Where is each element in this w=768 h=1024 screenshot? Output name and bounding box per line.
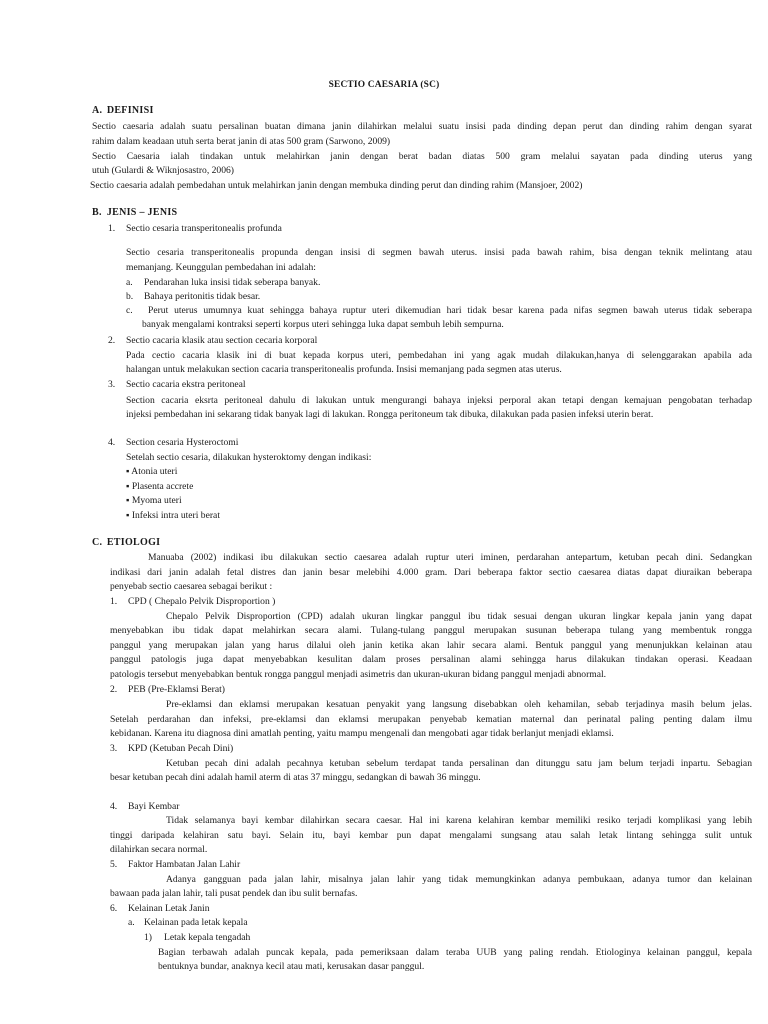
kembar-line-1: Tidak selamanya bayi kembar dilahirkan secara caesar. Hal ini karena kelahiran kembar memiliki resiko terjadi komplikasi yang lebih	[166, 815, 752, 826]
etiologi-2-number: 2.	[110, 684, 118, 695]
cpd-line-4: panggul patologis juga dapat menyebabkan kesulitan dalam proses persalinan alami sehingga harus dilakukan tindakan operasi. Keadaan	[110, 654, 752, 665]
etiologi-intro-2: indikasi dari janin adalah fetal distres dan janin besar melebihi 4.000 gram. Dari beberapa faktor sectio caesarea diatas dapat diuraikan beberapa	[110, 567, 752, 578]
jenis-2-title: Sectio cacaria klasik atau section cecaria korporal	[126, 335, 318, 346]
jenis-1-a-text: Pendarahan luka insisi tidak seberapa banyak.	[144, 277, 321, 288]
indikasi-text-4: Infeksi intra uteri berat	[131, 510, 220, 521]
letak-a-text: Kelainan pada letak kepala	[144, 917, 248, 928]
jenis-2-para-2: halangan untuk melakukan section cacaria transperitonealis profunda. Insisi memanjang pada segmen atas uterus.	[126, 364, 562, 375]
jenis-1-c-line-2: banyak mengalami kontraksi seperti korpus uteri sehingga luka dapat sembuh lebih sempurna.	[142, 319, 504, 330]
jenis-3-para-1: Section cacaria eksrta peritoneal dahulu di lakukan untuk mengurangi bahaya injeksi perporal akan tetapi dengan kemajuan pengobatan terhadap	[126, 395, 752, 406]
section-c-heading	[92, 536, 160, 550]
jenis-3-number: 3.	[108, 379, 116, 390]
etiologi-2-title: PEB (Pre-Eklamsi Berat)	[128, 684, 225, 695]
etiologi-1-title: CPD ( Chepalo Pelvik Disproportion )	[128, 596, 276, 607]
section-a-title: DEFINISI	[106, 105, 154, 116]
indikasi-text-2: Plasenta accrete	[131, 481, 194, 492]
jenis-1-title: Sectio cesaria transperitonealis profunda	[126, 223, 282, 234]
definisi-line-1: Sectio caesaria adalah suatu persalinan buatan dimana janin dilahirkan melalui suatu insisi pada dinding depan perut dan dinding rahim dengan syarat	[92, 121, 752, 132]
bullet-icon: ▪	[126, 495, 130, 506]
definisi-line-4: utuh (Gulardi & Wiknjosastro, 2006)	[92, 165, 234, 176]
etiologi-intro-1: Manuaba (2002) indikasi ibu dilakukan sectio caesarea adalah ruptur uteri iminen, perdarahan antepartum, ketuban pecah dini. Sedangkan	[148, 552, 752, 563]
etiologi-3-number: 3.	[110, 743, 118, 754]
etiologi-5-number: 5.	[110, 859, 118, 870]
hambatan-line-1: Adanya gangguan pada jalan lahir, misalnya jalan lahir yang tidak memungkinkan adanya pembukaan, adanya tumor dan kelainan	[166, 874, 752, 885]
etiologi-6-title: Kelainan Letak Janin	[128, 903, 210, 914]
jenis-1-para-2: memanjang. Keunggulan pembedahan ini adalah:	[126, 262, 316, 273]
jenis-1-c-line-1: Perut uterus umumnya kuat sehingga bahaya ruptur uteri dikemudian hari tidak besar karena pada nifas segmen bawah uterus tidak seberapa	[148, 305, 752, 316]
jenis-1-a-marker: a.	[126, 277, 133, 288]
letak-sub-1-marker: 1)	[144, 932, 152, 943]
jenis-1-c-marker: c.	[126, 305, 133, 316]
definisi-line-5: Sectio caesaria adalah pembedahan untuk melahirkan janin dengan membuka dinding perut dan dinding rahim (Mansjoer, 2002)	[90, 180, 583, 191]
jenis-4-intro: Setelah sectio cesaria, dilakukan hysteroktomy dengan indikasi:	[126, 452, 372, 463]
jenis-1-number: 1.	[108, 223, 116, 234]
tengadah-line-1: Bagian terbawah adalah puncak kepala, pada pemeriksaan dalam teraba UUB yang paling rendah. Etiologinya kelainan panggul, kepala	[158, 947, 752, 958]
definisi-line-2: rahim dalam keadaan utuh serta berat janin di atas 500 gram (Sarwono, 2009)	[92, 136, 391, 147]
indikasi-text-3: Myoma uteri	[131, 495, 182, 506]
etiologi-3-title: KPD (Ketuban Pecah Dini)	[128, 743, 234, 754]
indikasi-bullet-4	[126, 509, 220, 523]
jenis-3-para-2: injeksi pembedahan ini sekarang tidak banyak lagi di lakukan. Rongga peritoneum tak dibuka, dilakukan pada pasien infeksi uterin berat.	[126, 409, 654, 420]
document-title: SECTIO CAESARIA (SC)	[328, 80, 440, 90]
bullet-icon: ▪	[126, 466, 130, 477]
jenis-3-title: Sectio cacaria ekstra peritoneal	[126, 379, 246, 390]
jenis-2-number: 2.	[108, 335, 116, 346]
kpd-line-1: Ketuban pecah dini adalah pecahnya ketuban sebelum terdapat tanda persalinan dan ditunggu satu jam belum terjadi inpartu. Sebagian	[166, 758, 752, 769]
jenis-4-title: Section cesaria Hysteroctomi	[126, 437, 239, 448]
cpd-line-5: patologis tersebut menyebabkan bentuk rongga panggul menjadi asimetris dan ukuran-ukuran bidang panggul menjadi abnormal.	[110, 669, 607, 680]
etiologi-1-number: 1.	[110, 596, 118, 607]
peb-line-1: Pre-eklamsi dan eklamsi merupakan kesatuan penyakit yang langsung disebabkan oleh kehamilan, sebab terjadinya masih belum jelas.	[166, 699, 752, 710]
bullet-icon: ▪	[126, 510, 130, 521]
bullet-icon: ▪	[126, 481, 130, 492]
etiologi-4-title: Bayi Kembar	[128, 801, 180, 812]
definisi-line-3: Sectio Caesaria ialah tindakan untuk melahirkan janin dengan berat badan diatas 500 gram melalui sayatan pada dinding uterus yang	[92, 151, 752, 162]
section-a-number: A.	[92, 105, 103, 116]
cpd-line-3: panggul yang merupakan jalan yang harus dilalui oleh janin ketika akan lahir secara alami. Bentuk panggul yang menunjukkan kelainan atau	[110, 640, 752, 651]
etiologi-5-title: Faktor Hambatan Jalan Lahir	[128, 859, 241, 870]
kpd-line-2: besar ketuban pecah dini adalah hamil aterm di atas 37 minggu, sedangkan di bawah 36 minggu.	[110, 772, 481, 783]
indikasi-bullet-1	[126, 465, 177, 479]
kembar-line-2: tinggi daripada kelahiran satu bayi. Selain itu, bayi kembar pun dapat mengalami sungsang atau salah letak lintang sehingga sulit untuk	[110, 830, 752, 841]
etiologi-6-number: 6.	[110, 903, 118, 914]
section-a-heading	[92, 104, 154, 118]
etiologi-intro-3: penyebab sectio caesarea sebagai berikut :	[110, 581, 273, 592]
jenis-1-b-marker: b.	[126, 291, 134, 302]
indikasi-bullet-2	[126, 480, 193, 494]
etiologi-4-number: 4.	[110, 801, 118, 812]
jenis-1-para-1: Sectio cesaria transperitonealis propunda dengan insisi di segmen bawah uterus. insisi pada bawah rahim, bisa dengan teknik melintang atau	[126, 247, 752, 258]
letak-a-marker: a.	[128, 917, 135, 928]
section-b-heading	[92, 206, 177, 220]
section-c-title: ETIOLOGI	[106, 537, 161, 548]
cpd-line-1: Chepalo Pelvik Disproportion (CPD) adalah ukuran lingkar panggul ibu tidak sesuai dengan ukuran lingkar kepala janin yang dapat	[166, 611, 752, 622]
tengadah-line-2: bentuknya bundar, anaknya kecil atau mati, kerusakan dasar panggul.	[158, 961, 425, 972]
indikasi-bullet-3	[126, 494, 182, 508]
indikasi-text-1: Atonia uteri	[131, 466, 178, 477]
section-b-number: B.	[92, 207, 102, 218]
jenis-1-b-text: Bahaya peritonitis tidak besar.	[144, 291, 261, 302]
section-c-number: C.	[92, 537, 103, 548]
kembar-line-3: dilahirkan secara normal.	[110, 844, 208, 855]
peb-line-3: kebidanan. Karena itu diagnosa dini amatlah penting, yaitu mampu mengenali dan mengobati agar tidak berlanjut menjadi eklamsi.	[110, 728, 614, 739]
letak-sub-1-text: Letak kepala tengadah	[164, 932, 251, 943]
section-b-title: JENIS – JENIS	[106, 207, 178, 218]
hambatan-line-2: bawaan pada jalan lahir, tali pusat pendek dan ibu sulit bernafas.	[110, 888, 358, 899]
peb-line-2: Setelah perdarahan dan infeksi, pre-eklamsi dan eklamsi merupakan penyebab kematian maternal dan perinatal paling penting dalam ilmu	[110, 714, 752, 725]
cpd-line-2: menyebabkan ibu tidak dapat melahirkan secara alami. Tulang-tulang panggul merupakan susunan beberapa tulang yang membentuk rongga	[110, 625, 752, 636]
jenis-4-number: 4.	[108, 437, 116, 448]
jenis-2-para-1: Pada cectio cacaria klasik ini di buat kepada korpus uteri, pembedahan ini yang agak mudah dilakukan,hanya di selenggarakan apabila ada	[126, 350, 752, 361]
